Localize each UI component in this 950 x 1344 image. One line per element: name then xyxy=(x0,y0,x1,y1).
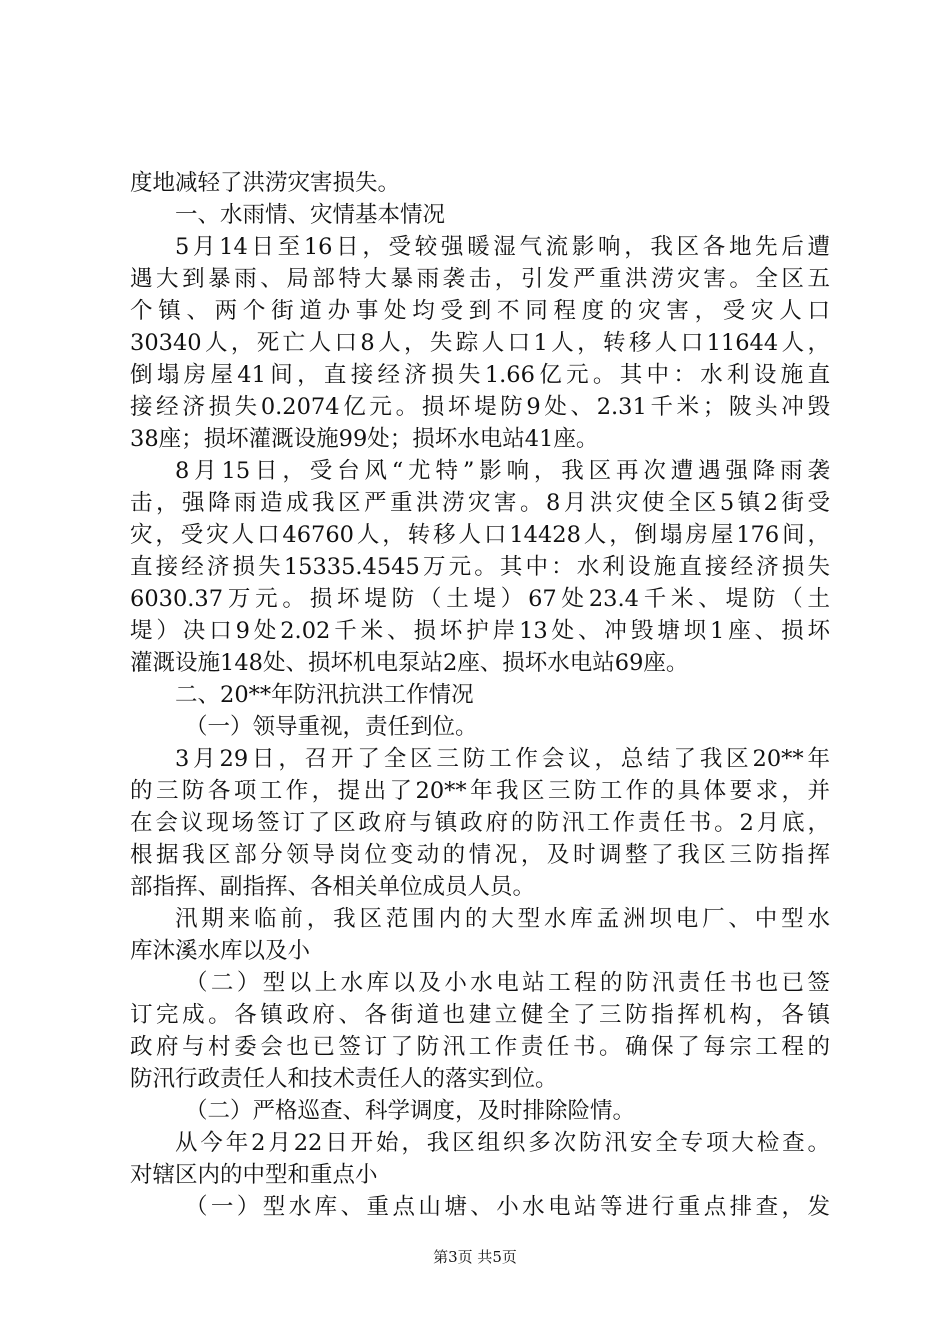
text-line: 个镇、两个街道办事处均受到不同程度的灾害，受灾人口 xyxy=(130,298,830,324)
subsection-heading: （一）领导重视，责任到位。 xyxy=(185,714,478,740)
text-line: 订完成。各镇政府、各街道也建立健全了三防指挥机构，各镇 xyxy=(130,1002,830,1028)
text-line: 部指挥、副指挥、各相关单位成员人员。 xyxy=(130,874,536,900)
text-line: 遇大到暴雨、局部特大暴雨袭击，引发严重洪涝灾害。全区五 xyxy=(130,266,830,292)
text-line: 根据我区部分领导岗位变动的情况，及时调整了我区三防指挥 xyxy=(130,842,830,868)
text-line: 3月29日，召开了全区三防工作会议，总结了我区20**年 xyxy=(175,746,830,772)
text-line: 接经济损失0.2074亿元。损坏堤防9处、2.31千米；陂头冲毁 xyxy=(130,394,830,420)
text-line: 堤）决口9处2.02千米、损坏护岸13处、冲毁塘坝1座、损坏 xyxy=(130,618,830,644)
text-line: 度地减轻了洪涝灾害损失。 xyxy=(130,170,401,196)
text-line: 5月14日至16日，受较强暖湿气流影响，我区各地先后遭 xyxy=(175,234,830,260)
text-line: （二）型以上水库以及小水电站工程的防汛责任书也已签 xyxy=(185,970,830,996)
text-line: 38座；损坏灌溉设施99处；损坏水电站41座。 xyxy=(130,426,599,452)
text-line: 30340人，死亡人口8人，失踪人口1人，转移人口11644人， xyxy=(130,330,830,356)
text-line: （一）型水库、重点山塘、小水电站等进行重点排查，发 xyxy=(185,1194,830,1220)
text-line: 汛期来临前，我区范围内的大型水库孟洲坝电厂、中型水 xyxy=(175,906,830,932)
text-line: 6030.37万元。损坏堤防（土堤）67处23.4千米、堤防（土 xyxy=(130,586,830,612)
text-line: 政府与村委会也已签订了防汛工作责任书。确保了每宗工程的 xyxy=(130,1034,830,1060)
section-heading: 一、水雨情、灾情基本情况 xyxy=(175,202,446,228)
document-body xyxy=(130,167,830,1223)
section-heading: 二、20**年防汛抗洪工作情况 xyxy=(175,682,474,708)
text-line: 灾，受灾人口46760人，转移人口14428人，倒塌房屋176间， xyxy=(130,522,830,548)
text-line: 库沐溪水库以及小 xyxy=(130,938,311,964)
text-line: 的三防各项工作，提出了20**年我区三防工作的具体要求，并 xyxy=(130,778,830,804)
subsection-heading: （二）严格巡查、科学调度，及时排除险情。 xyxy=(185,1098,636,1124)
text-line: 从今年2月22日开始，我区组织多次防汛安全专项大检查。 xyxy=(175,1130,830,1156)
text-line: 倒塌房屋41间，直接经济损失1.66亿元。其中：水利设施直 xyxy=(130,362,830,388)
text-line: 8月15日，受台风“尤特”影响，我区再次遭遇强降雨袭 xyxy=(175,458,830,484)
text-line: 灌溉设施148处、损坏机电泵站2座、损坏水电站69座。 xyxy=(130,650,689,676)
text-line: 对辖区内的中型和重点小 xyxy=(130,1162,378,1188)
text-line: 击，强降雨造成我区严重洪涝灾害。8月洪灾使全区5镇2街受 xyxy=(130,490,830,516)
text-line: 防汛行政责任人和技术责任人的落实到位。 xyxy=(130,1066,558,1092)
text-line: 在会议现场签订了区政府与镇政府的防汛工作责任书。2月底， xyxy=(130,810,830,836)
text-line: 直接经济损失15335.4545万元。其中：水利设施直接经济损失 xyxy=(130,554,830,580)
page-number-footer: 第3页 共5页 xyxy=(433,1248,517,1266)
